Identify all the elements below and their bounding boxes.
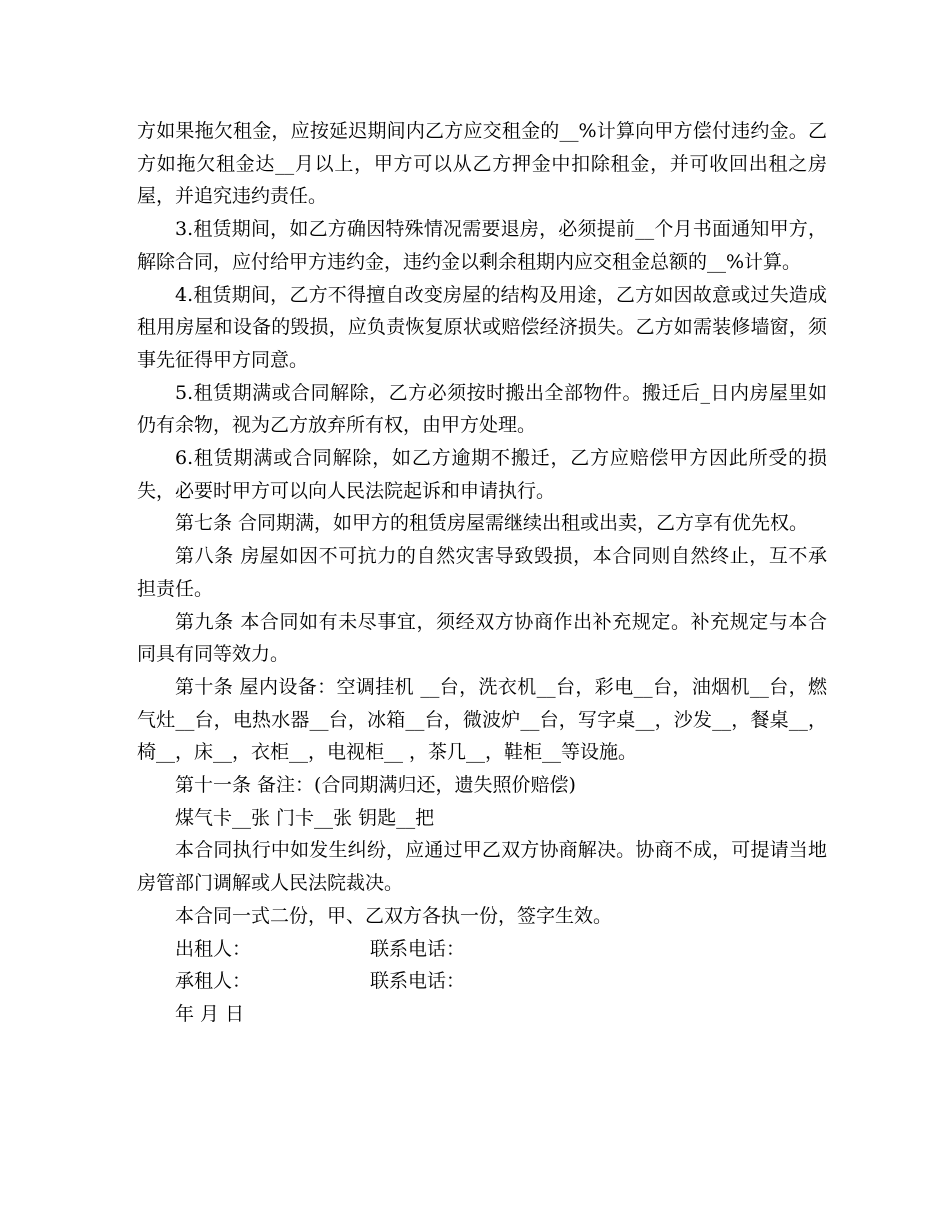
lessee-phone-label: 联系电话： xyxy=(370,970,466,993)
dispute-clause: 本合同执行中如发生纠纷，应通过甲乙双方协商解决。协商不成，可提请当地房管部门调解或人民法院裁决。 xyxy=(137,839,827,895)
clause-6: 6.租赁期满或合同解除，如乙方逾期不搬迁，乙方应赔偿甲方因此所受的损失，必要时甲方可以向人民法院起诉和申请执行。 xyxy=(137,447,827,502)
lessor-phone-label: 联系电话： xyxy=(370,937,466,960)
article-9: 第九条 本合同如有未尽事宜，须经双方协商作出补充规定。补充规定与本合同具有同等效力。 xyxy=(137,610,827,666)
contract-page xyxy=(137,115,827,1031)
copies-clause: 本合同一式二份，甲、乙双方各执一份，签字生效。 xyxy=(175,904,613,927)
date-label: 年 月 日 xyxy=(175,1002,245,1025)
lessee-label: 承租人： xyxy=(175,970,252,993)
lessor-label: 出租人： xyxy=(175,937,252,960)
cards-keys-line: 煤气卡__张 门卡__张 钥匙__把 xyxy=(175,806,435,829)
lessee-signature-row xyxy=(137,965,827,998)
clause-5: 5.租赁期满或合同解除，乙方必须按时搬出全部物件。搬迁后_日内房屋里如仍有余物，视为乙方放弃所有权，由甲方处理。 xyxy=(137,381,827,437)
clause-3: 3.租赁期间，如乙方确因特殊情况需要退房，必须提前__个月书面通知甲方，解除合同，应付给甲方违约金，违约金以剩余租期内应交租金总额的__%计算。 xyxy=(137,218,827,273)
article-10-equipment: 第十条 屋内设备：空调挂机 __台，洗衣机__台，彩电__台，油烟机__台，燃气灶__台，电热水器__台，冰箱__台，微波炉__台，写字桌__，沙发__，餐桌__，椅__，床__，衣柜__，电视柜__ ，茶几__，鞋柜__等设施。 xyxy=(137,675,827,764)
paragraph-0: 方如果拖欠租金，应按延迟期间内乙方应交租金的__%计算向甲方偿付违约金。乙方如拖欠租金达__月以上，甲方可以从乙方押金中扣除租金，并可收回出租之房屋，并追究违约责任。 xyxy=(137,120,827,208)
article-8: 第八条 房屋如因不可抗力的自然灾害导致毁损，本合同则自然终止，互不承担责任。 xyxy=(137,545,827,600)
article-7: 第七条 合同期满，如甲方的租赁房屋需继续出租或出卖，乙方享有优先权。 xyxy=(175,512,809,535)
date-row xyxy=(137,998,827,1031)
clause-4: 4.租赁期间，乙方不得擅自改变房屋的结构及用途，乙方如因故意或过失造成租用房屋和设备的毁损，应负责恢复原状或赔偿经济损失。乙方如需装修墙窗，须事先征得甲方同意。 xyxy=(137,283,827,371)
lessor-signature-row xyxy=(137,933,827,966)
article-11-remarks: 第十一条 备注：(合同期满归还，遗失照价赔偿) xyxy=(175,774,576,797)
